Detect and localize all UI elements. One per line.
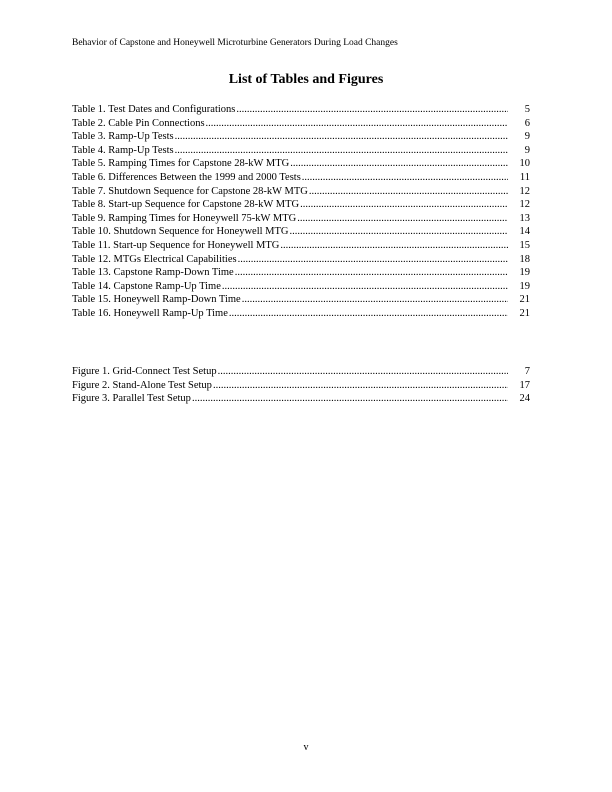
toc-entry-page: 21 xyxy=(519,307,530,319)
toc-entry-page: 6 xyxy=(524,117,530,129)
toc-entry-page: 12 xyxy=(519,185,530,197)
toc-entry-table-15[interactable] xyxy=(72,293,530,307)
toc-entry-table-9[interactable] xyxy=(72,212,530,226)
toc-entry-table-3[interactable] xyxy=(72,130,530,144)
toc-entry-label: Table 9. Ramping Times for Honeywell 75-kW MTG xyxy=(72,212,297,224)
toc-entry-label: Table 5. Ramping Times for Capstone 28-kW MTG xyxy=(72,158,290,170)
toc-entry-table-2[interactable] xyxy=(72,117,530,131)
toc-entry-page: 17 xyxy=(519,379,530,391)
toc-entry-label: Table 4. Ramp-Up Tests xyxy=(72,144,174,156)
dot-leader xyxy=(280,239,508,253)
dot-leader xyxy=(229,307,508,321)
dot-leader xyxy=(242,293,508,307)
toc-entry-page: 15 xyxy=(519,239,530,251)
dot-leader xyxy=(290,157,508,171)
toc-entry-table-7[interactable] xyxy=(72,185,530,199)
toc-entry-page: 19 xyxy=(519,280,530,292)
dot-leader xyxy=(218,365,508,379)
toc-entry-page: 12 xyxy=(519,199,530,211)
toc-entry-table-14[interactable] xyxy=(72,280,530,294)
toc-entry-label: Table 13. Capstone Ramp-Down Time xyxy=(72,267,234,279)
running-header: Behavior of Capstone and Honeywell Microturbine Generators During Load Changes xyxy=(72,38,398,48)
dot-leader xyxy=(192,392,508,406)
toc-entry-figure-1[interactable] xyxy=(72,365,530,379)
toc-entry-figure-3[interactable] xyxy=(72,392,530,406)
list-of-tables xyxy=(72,103,530,321)
toc-entry-table-5[interactable] xyxy=(72,157,530,171)
toc-entry-page: 21 xyxy=(519,294,530,306)
toc-entry-label: Table 8. Start-up Sequence for Capstone 28-kW MTG xyxy=(72,199,300,211)
dot-leader xyxy=(222,280,508,294)
dot-leader xyxy=(235,266,508,280)
toc-entry-table-12[interactable] xyxy=(72,253,530,267)
toc-entry-page: 9 xyxy=(524,144,530,156)
toc-entry-label: Table 11. Start-up Sequence for Honeywell MTG xyxy=(72,239,280,251)
toc-entry-figure-2[interactable] xyxy=(72,379,530,393)
page-number: v xyxy=(303,742,309,753)
toc-entry-label: Table 12. MTGs Electrical Capabilities xyxy=(72,253,237,265)
dot-leader xyxy=(309,185,508,199)
dot-leader xyxy=(236,103,508,117)
dot-leader xyxy=(297,212,508,226)
toc-entry-table-10[interactable] xyxy=(72,225,530,239)
toc-entry-label: Table 6. Differences Between the 1999 and 2000 Tests xyxy=(72,171,301,183)
toc-entry-label: Table 3. Ramp-Up Tests xyxy=(72,131,174,143)
toc-entry-page: 10 xyxy=(519,158,530,170)
toc-entry-label: Figure 1. Grid-Connect Test Setup xyxy=(72,366,217,377)
toc-entry-label: Table 14. Capstone Ramp-Up Time xyxy=(72,280,221,292)
dot-leader xyxy=(175,130,508,144)
toc-entry-table-6[interactable] xyxy=(72,171,530,185)
toc-entry-label: Table 7. Shutdown Sequence for Capstone 28-kW MTG xyxy=(72,185,308,197)
dot-leader xyxy=(175,144,508,158)
toc-entry-table-16[interactable] xyxy=(72,307,530,321)
toc-entry-page: 18 xyxy=(519,253,530,265)
toc-entry-page: 5 xyxy=(524,104,530,115)
toc-entry-page: 7 xyxy=(524,366,530,377)
toc-entry-label: Figure 2. Stand-Alone Test Setup xyxy=(72,379,212,391)
dot-leader xyxy=(290,225,508,239)
toc-entry-page: 24 xyxy=(519,393,530,405)
list-of-figures xyxy=(72,365,530,406)
toc-entry-table-8[interactable] xyxy=(72,198,530,212)
toc-entry-label: Table 16. Honeywell Ramp-Up Time xyxy=(72,307,228,319)
toc-entry-page: 13 xyxy=(519,212,530,224)
toc-entry-table-1[interactable] xyxy=(72,103,530,117)
dot-leader xyxy=(302,171,508,185)
toc-entry-label: Table 1. Test Dates and Configurations xyxy=(72,104,236,115)
dot-leader xyxy=(206,117,508,131)
toc-entry-page: 19 xyxy=(519,267,530,279)
dot-leader xyxy=(300,198,508,212)
toc-entry-label: Table 2. Cable Pin Connections xyxy=(72,117,205,129)
toc-entry-label: Table 10. Shutdown Sequence for Honeywell MTG xyxy=(72,226,289,238)
page-title: List of Tables and Figures xyxy=(228,72,384,87)
dot-leader xyxy=(238,253,508,267)
toc-entry-table-13[interactable] xyxy=(72,266,530,280)
toc-entry-page: 11 xyxy=(519,171,530,183)
toc-entry-table-4[interactable] xyxy=(72,144,530,158)
toc-entry-page: 14 xyxy=(519,226,530,238)
toc-entry-page: 9 xyxy=(524,131,530,143)
toc-entry-label: Figure 3. Parallel Test Setup xyxy=(72,393,191,405)
toc-entry-label: Table 15. Honeywell Ramp-Down Time xyxy=(72,294,241,306)
toc-entry-table-11[interactable] xyxy=(72,239,530,253)
dot-leader xyxy=(213,379,508,393)
